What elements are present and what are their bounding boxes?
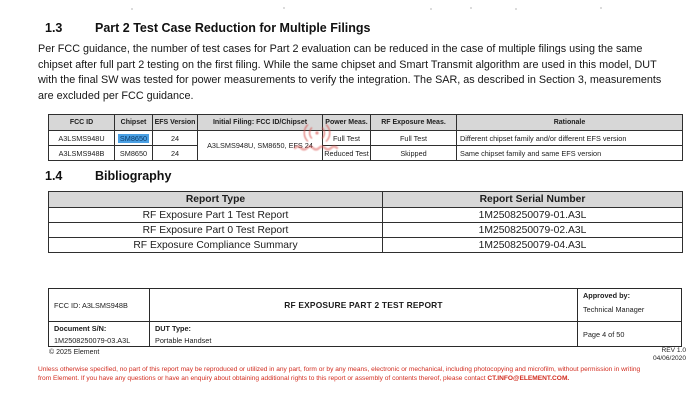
scan-artifact-dot <box>515 8 517 10</box>
table-row <box>49 131 683 146</box>
contact-email: CT.INFO@ELEMENT.COM. <box>487 374 570 382</box>
cell-chipset-highlighted <box>115 131 153 146</box>
col-header-rf-exposure-meas: RF Exposure Meas. <box>371 115 457 131</box>
scan-artifact-dot <box>470 7 472 9</box>
footer-report-title: RF EXPOSURE PART 2 TEST REPORT <box>149 289 577 321</box>
col-header-report-type: Report Type <box>49 192 383 208</box>
col-header-report-serial-number: Report Serial Number <box>383 192 683 208</box>
scan-artifact-dot <box>131 8 133 10</box>
document-sn-value: 1M2508250079-03.A3L <box>54 336 131 345</box>
cell-efs-version: 24 <box>153 131 198 146</box>
document-sn-label: Document S/N: <box>54 324 107 333</box>
cell-fcc-id: A3LSMS948B <box>49 146 115 161</box>
reduction-table-header-row <box>49 115 683 131</box>
section-title: Bibliography <box>95 169 172 183</box>
bibliography-table <box>48 191 683 253</box>
section-1-3-body: Per FCC guidance, the number of test cases for Part 2 evaluation can be reduced in the case of multiple filings using the same chipset after full part 2 testing on the first filing. While the same chipset and Smart Transmit algorithm are used in this model, DUT with the final SW was tested for power measurements to verify the integration. The SAR, as described in Section 3, measurements are excluded per FCC guidance. <box>38 43 662 102</box>
footer-page-info: Page 4 of 50 <box>577 321 682 347</box>
scan-artifact-dot <box>283 7 285 9</box>
col-header-power-meas: Power Meas. <box>323 115 371 131</box>
cell-fcc-id: A3LSMS948U <box>49 131 115 146</box>
section-1-3-heading <box>45 21 645 36</box>
revision-text: REV 1.0 <box>661 347 686 354</box>
approved-by-label: Approved by: <box>583 291 631 300</box>
report-footer-block <box>48 288 682 347</box>
bibliography-header-row <box>49 192 683 208</box>
table-row <box>49 146 683 161</box>
cell-rf-exposure-meas: Skipped <box>371 146 457 161</box>
scan-artifact-dot <box>600 7 602 9</box>
scan-artifact-dot <box>430 8 432 10</box>
footer-dut-type <box>149 321 577 347</box>
cell-chipset: SM8650 <box>115 146 153 161</box>
section-number: 1.3 <box>45 21 63 35</box>
legal-disclaimer <box>38 366 688 383</box>
cell-power-meas: Reduced Test <box>323 146 371 161</box>
cell-report-serial: 1M2508250079-02.A3L <box>383 223 683 238</box>
cell-rf-exposure-meas: Full Test <box>371 131 457 146</box>
col-header-efs-version: EFS Version <box>153 115 198 131</box>
copyright-text: © 2025 Element <box>49 349 100 356</box>
cell-report-type: RF Exposure Part 0 Test Report <box>49 223 383 238</box>
cell-report-type: RF Exposure Part 1 Test Report <box>49 208 383 223</box>
col-header-fcc-id: FCC ID <box>49 115 115 131</box>
dut-type-value: Portable Handset <box>155 336 212 345</box>
cell-rationale: Different chipset family and/or different EFS version <box>457 131 683 146</box>
disclaimer-line-2: from Element. If you have any questions or have an enquiry about obtaining additional rights to this report or assembly of contents thereof, please contact <box>38 374 488 382</box>
disclaimer-line-1: Unless otherwise specified, no part of this report may be reproduced or utilized in any part, form or by any means, electronic or mechanical, including photocopying and microfilm, without permission in writing <box>38 366 641 373</box>
cell-rationale: Same chipset family and same EFS version <box>457 146 683 161</box>
footer-approved-by <box>577 289 682 321</box>
footer-fcc-id: FCC ID: A3LSMS948B <box>54 300 128 310</box>
cell-report-serial: 1M2508250079-01.A3L <box>383 208 683 223</box>
reduction-table <box>48 114 683 161</box>
section-1-4-heading <box>45 169 445 184</box>
table-row <box>49 223 683 238</box>
col-header-initial-filing: Initial Filing: FCC ID/Chipset <box>198 115 323 131</box>
dut-type-label: DUT Type: <box>155 324 191 333</box>
col-header-chipset: Chipset <box>115 115 153 131</box>
cell-report-type: RF Exposure Compliance Summary <box>49 238 383 253</box>
chipset-highlight: SM8650 <box>119 133 148 143</box>
approved-by-value: Technical Manager <box>583 305 645 314</box>
revision-date: 04/06/2020 <box>652 355 686 362</box>
cell-report-serial: 1M2508250079-04.A3L <box>383 238 683 253</box>
section-number: 1.4 <box>45 169 63 183</box>
col-header-rationale: Rationale <box>457 115 683 131</box>
table-row <box>49 208 683 223</box>
revision-block <box>653 347 686 363</box>
cell-efs-version: 24 <box>153 146 198 161</box>
cell-initial-filing-merged: A3LSMS948U, SM8650, EFS 24 <box>198 131 323 161</box>
table-row <box>49 238 683 253</box>
footer-document-sn <box>49 321 149 347</box>
cell-power-meas: Full Test <box>323 131 371 146</box>
section-title: Part 2 Test Case Reduction for Multiple Filings <box>95 21 371 35</box>
